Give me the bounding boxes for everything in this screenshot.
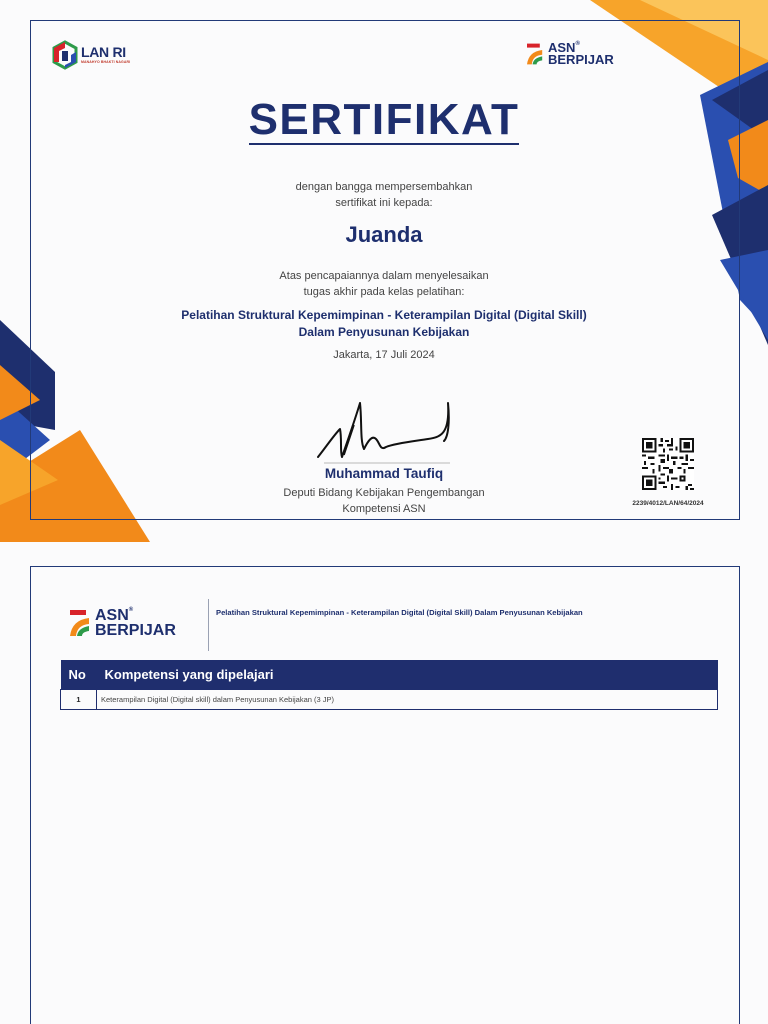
header-competency: Kompetensi yang dipelajari	[97, 660, 718, 689]
asn-line1: ASN	[548, 40, 576, 55]
asn-berpijar-logo	[526, 42, 614, 67]
certificate-title: SERTIFIKAT	[248, 95, 520, 144]
table-header-row	[61, 660, 718, 689]
lan-ri-tagline: MANAHYO BHAKTI NAGARI	[81, 60, 131, 65]
qr-code-icon	[642, 438, 694, 490]
qr-code-id: 2239/4012/LAN/64/2024	[632, 500, 704, 507]
header-divider	[208, 599, 209, 651]
achievement-line-2: tugas akhir pada kelas pelatihan:	[303, 286, 465, 298]
asn-line2: BERPIJAR	[95, 622, 176, 640]
table-row	[61, 689, 718, 709]
course-title-line-1: Pelatihan Struktural Kepemimpinan - Keterampilan Digital (Digital Skill)	[181, 308, 587, 322]
asn-registered-mark: ®	[575, 41, 580, 47]
lan-ri-logo-icon	[52, 40, 78, 70]
asn-berpijar-logo-icon	[526, 42, 544, 66]
header-no: No	[61, 660, 97, 689]
recipient-name: Juanda	[345, 222, 423, 247]
lan-ri-name: LAN RI	[81, 44, 126, 61]
signer-title-line-2: Kompetensi ASN	[342, 503, 426, 515]
competency-table	[60, 660, 718, 710]
signer-name: Muhammad Taufiq	[324, 466, 444, 481]
signature-icon	[316, 395, 456, 465]
achievement-line-1: Atas pencapaiannya dalam menyelesaikan	[279, 270, 489, 282]
asn-line2: BERPIJAR	[548, 52, 614, 68]
row-competency: Keterampilan Digital (Digital skill) dalam Penyusunan Kebijakan (3 JP)	[97, 689, 718, 709]
intro-line-2: sertifikat ini kepada:	[335, 197, 433, 209]
place-date: Jakarta, 17 Juli 2024	[333, 349, 435, 361]
asn-registered-mark: ®	[128, 607, 134, 613]
competency-course-title: Pelatihan Struktural Kepemimpinan - Keterampilan Digital (Digital Skill) Dalam Penyusunan Kebijakan	[216, 608, 583, 617]
asn-berpijar-logo-icon	[69, 608, 91, 638]
asn-line1: ASN	[95, 607, 129, 624]
course-title-line-2: Dalam Penyusunan Kebijakan	[298, 325, 470, 339]
lan-ri-logo	[52, 40, 130, 70]
asn-berpijar-logo-page2	[69, 608, 176, 638]
signer-title-line-1: Deputi Bidang Kebijakan Pengembangan	[283, 487, 485, 499]
intro-line-1: dengan bangga mempersembahkan	[295, 181, 473, 193]
row-no: 1	[61, 689, 97, 709]
